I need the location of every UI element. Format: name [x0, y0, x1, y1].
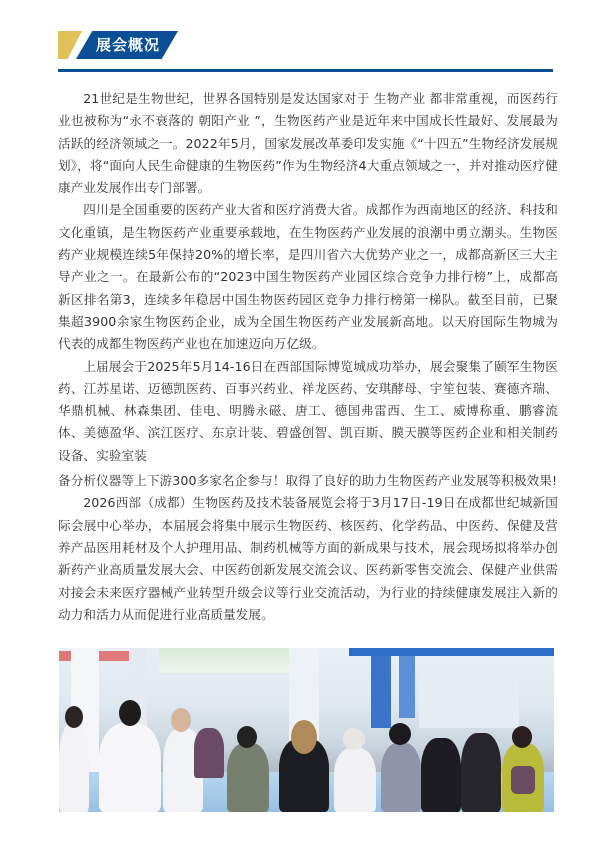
photo-person	[461, 733, 501, 812]
photo-person	[65, 706, 83, 728]
photo-person	[343, 728, 365, 750]
photo-machine	[419, 668, 519, 728]
photo-sign	[371, 648, 391, 728]
paragraph-sichuan: 四川是全国重要的医药产业大省和医疗消费大省。成都作为西南地区的经济、科技和文化重镇，是生物医药产业重要承载地，在生物医药产业发展的浪潮中勇立潮头。生物医药产业规模连续5年保持20%的增长率，是四川省六大优势产业之一，成都高新区三大主导产业之一。在最新公布的“2023中国生物医药产业园区综合竞争力排行榜”上，成都高新区排名第3，连续多年稳居中国生物医药园区竞争力排行榜第一梯队。截至目前，已聚集超3900余家生物医药企业，成为全国生物医药产业发展新高地。以天府国际生物城为代表的成都生物医药产业也在加速迈向万亿级。	[58, 202, 558, 352]
article-body	[58, 88, 558, 626]
paragraph-2026-expo: 2026西部（成都）生物医药及技术装备展览会将于3月17日-19日在成都世纪城新国际会展中心举办，本届展会将集中展示生物医药、核医药、化学药品、中医药、保健及营养产品医用耗材及个人护理用品、制药机械等方面的新成果与技术，展会现场拟将举办创新药产业高质量发展大会、中医药创新发展交流会议、医药新零售交流会、保健产业供需对接会未来医疗器械产业转型升级会议等行业交流活动，为行业的持续健康发展注入新的动力和活力从而促进行业高质量发展。	[58, 495, 558, 622]
photo-person	[194, 728, 224, 778]
photo-person	[99, 723, 161, 812]
photo-person	[59, 723, 89, 812]
photo-person	[381, 743, 421, 812]
photo-person	[227, 743, 269, 812]
photo-person	[389, 723, 411, 745]
photo-person	[171, 708, 191, 732]
paragraph-intro: 21世纪是生物世纪，世界各国特别是发达国家对于 生物产业 都非常重视，而医药行业也被称为“永不衰落的 朝阳产业 ”，生物医药产业是近年来中国成长性最好、发展最为活跃的经济领域之一。2022年5月，国家发展改革委印发实施《“十四五”生物经济发展规划》，将“面向人民生命健康的生物医药”作为生物经济4大重点领域之一，并对推动医疗健康产业发展作出专门部署。	[58, 91, 558, 196]
section-title: 展会概况	[96, 36, 161, 54]
photo-person	[291, 720, 317, 754]
header-accent-yellow	[58, 31, 82, 59]
photo-person	[237, 726, 257, 748]
photo-ceiling	[159, 648, 299, 673]
paragraph-previous-expo	[58, 356, 558, 493]
photo-person	[421, 738, 461, 812]
photo-person	[119, 700, 141, 726]
photo-person	[512, 726, 532, 748]
photo-backpack	[511, 766, 535, 794]
header-divider	[58, 69, 553, 72]
section-header	[58, 31, 188, 59]
photo-sign	[349, 648, 554, 656]
photo-person	[334, 748, 376, 812]
paragraph-previous-expo-end: 备分析仪器等上下游300多家名企参与！取得了良好的助力生物医药产业发展等积极效果!	[58, 473, 558, 489]
photo-sign	[399, 648, 415, 718]
paragraph-previous-expo-main: 上届展会于2025年5月14-16日在西部国际博览城成功举办，展会聚集了颐军生物医药、江苏星诺、迈德凯医药、百事兴药业、祥龙医药、安琪酵母、宇笙包装、赛德齐瑞、华鼎机械、林森集团、佳电、明腾永磁、唐工、德国弗雷西、生工、威博称重、鹏睿流体、美德盈华、滨江医疗、东京计装、碧盛创智、凯百斯、膜天膜等医药企业和相关制药设备、实验室装	[58, 358, 558, 463]
exhibition-photo	[59, 648, 554, 812]
